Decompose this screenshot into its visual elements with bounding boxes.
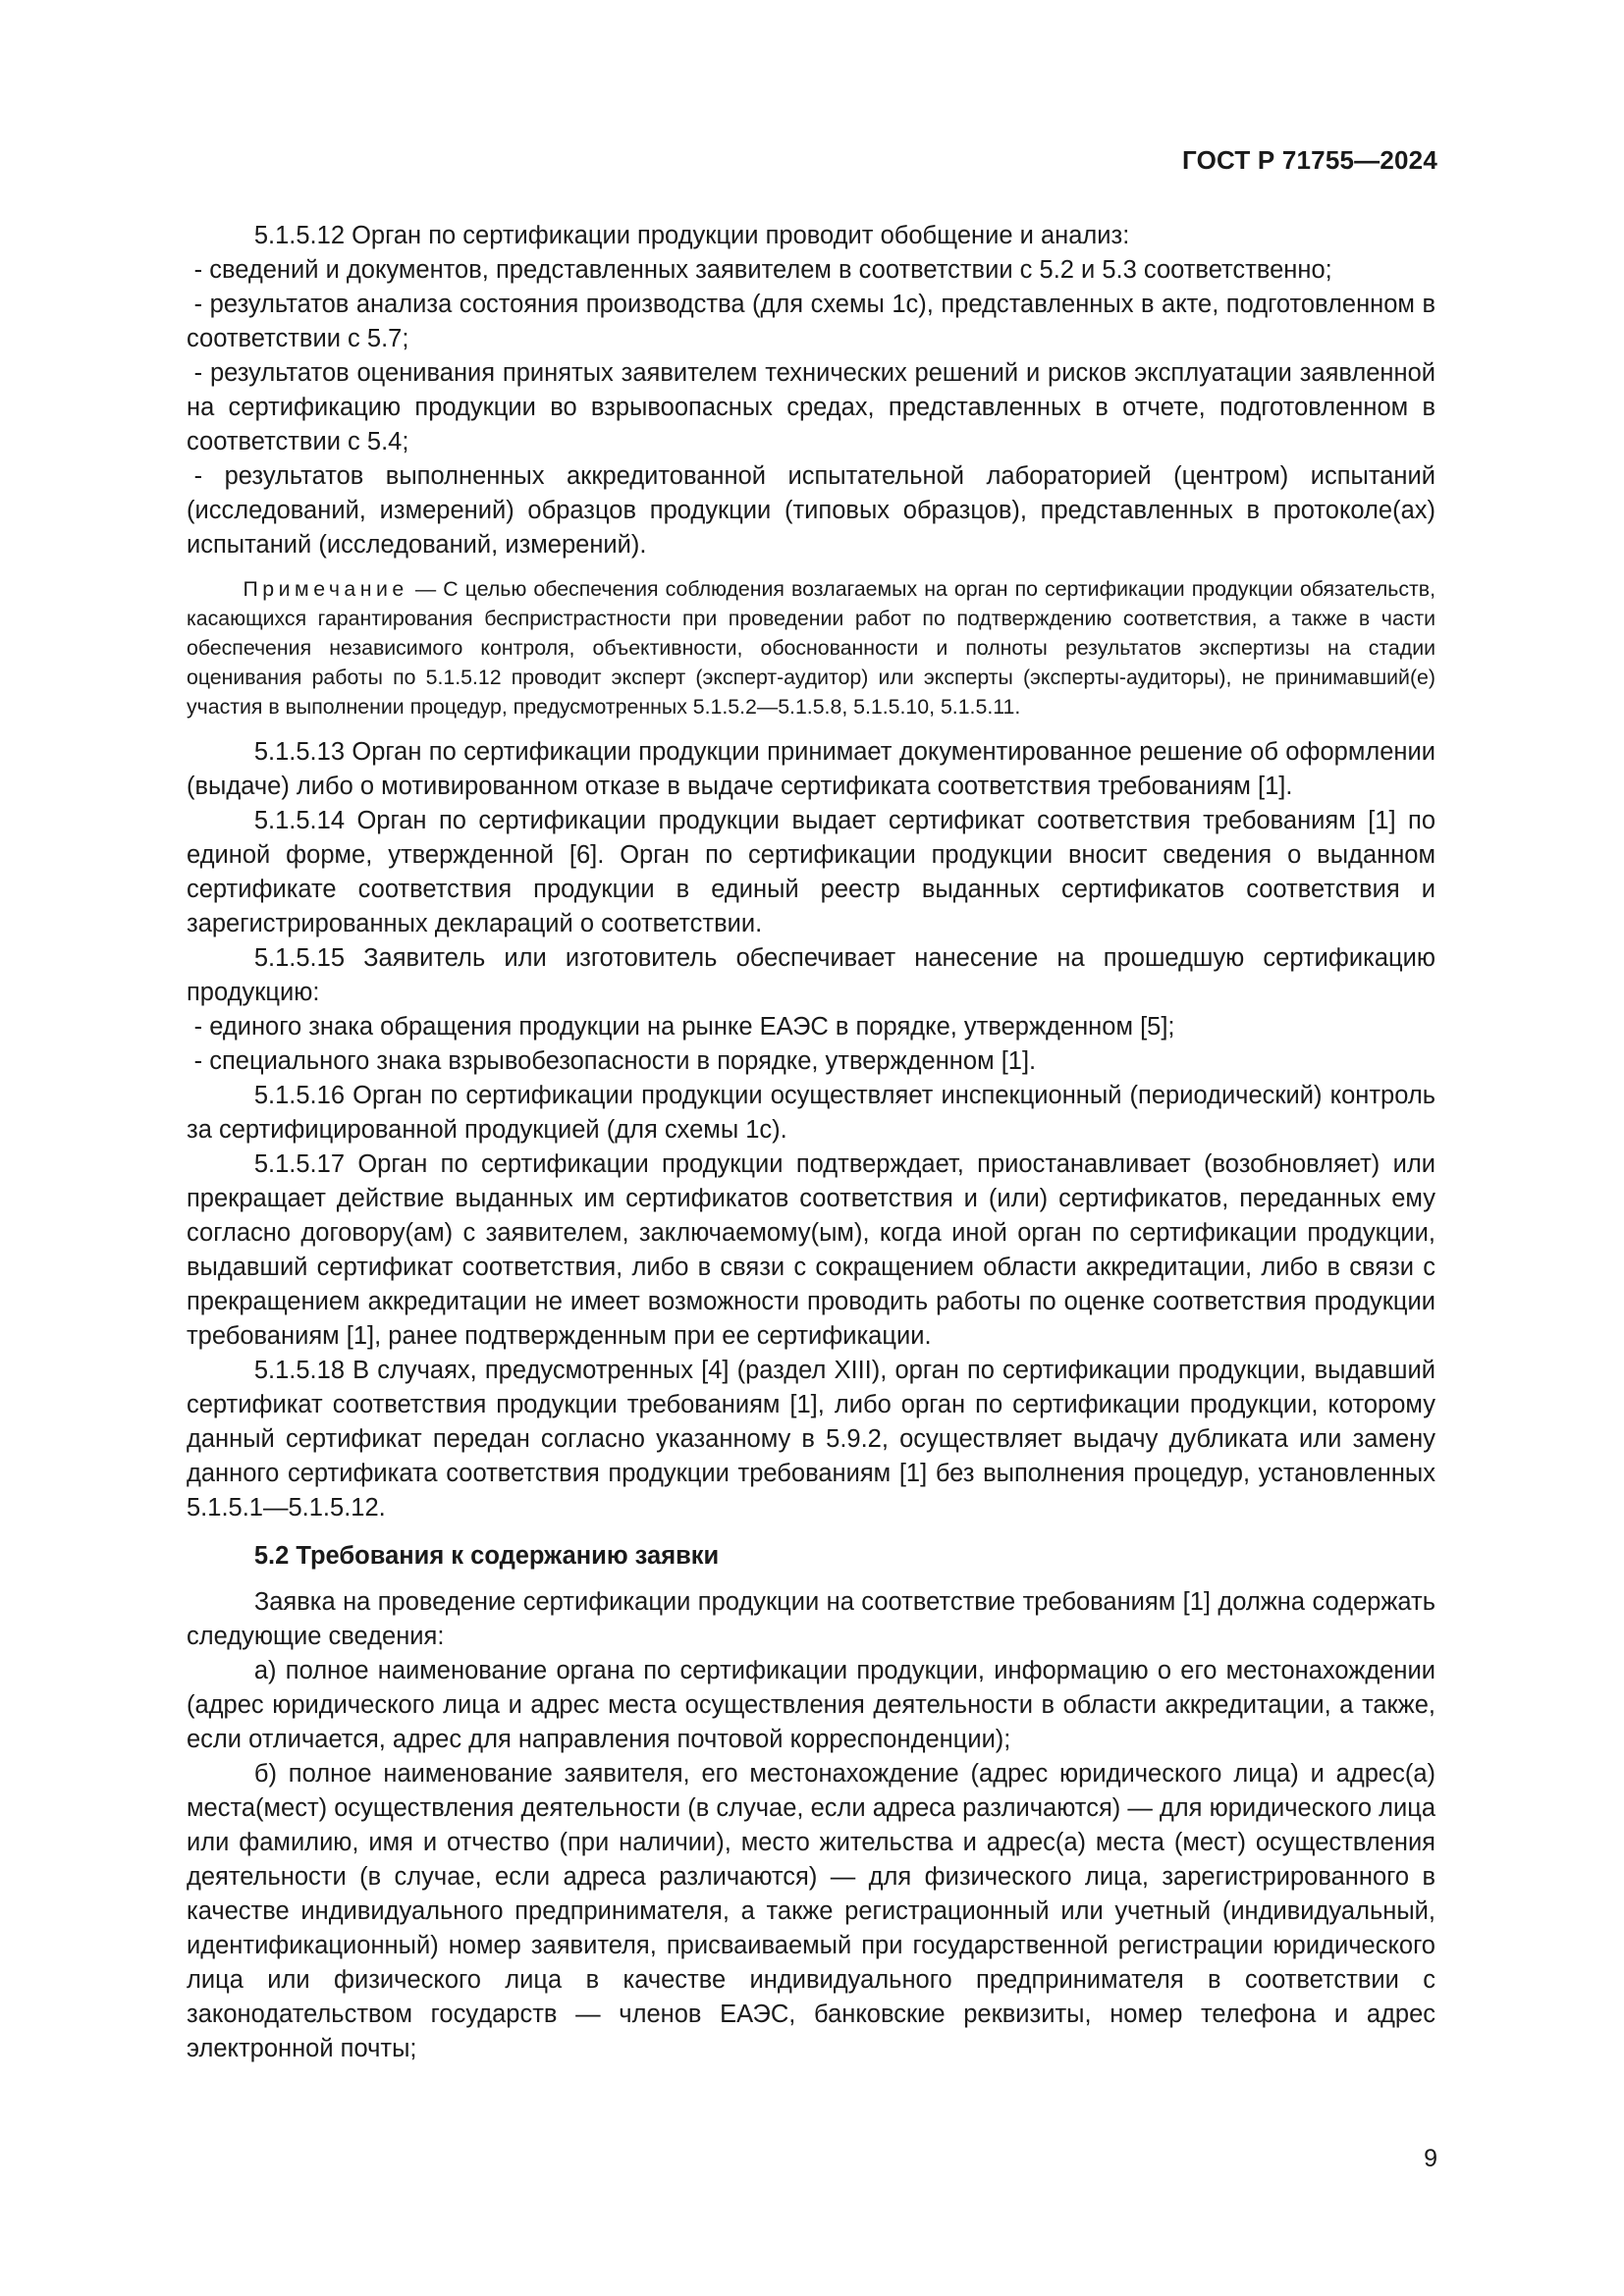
- list-item: - единого знака обращения продукции на рынке ЕАЭС в порядке, утвержденном [5];: [193, 1013, 1175, 1041]
- clause-5-1-5-15: 5.1.5.15 Заявитель или изготовитель обеспечивает нанесение на прошедшую сертификацию продукцию:: [187, 944, 1435, 1006]
- section-title: 5.2 Требования к содержанию заявки: [253, 1542, 720, 1570]
- clause-5-1-5-12: 5.1.5.12 Орган по сертификации продукции проводит обобщение и анализ:: [253, 222, 1130, 249]
- list-item-b: б) полное наименование заявителя, его местонахождение (адрес юридического лица) и адрес(а) места(мест) осуществления деятельности (в случае, если адреса различаются) — для юридического лица или фамилию, имя и отчество (при наличии), место жительства и адрес(а) места (мест) осуществления деятельности (в случае, если адреса различаются) — для физического лица, зарегистрированного в качестве индивидуального предпринимателя, а также регистрационный или учетный (индивидуальный, идентификационный) номер заявителя, присваиваемый при государственной регистрации юридического лица или физического лица в качестве индивидуального предпринимателя в соответствии с законодательством государств — членов ЕАЭС, банковские реквизиты, номер телефона и адрес электронной почты;: [187, 1760, 1435, 2062]
- clause-5-1-5-14: 5.1.5.14 Орган по сертификации продукции выдает сертификат соответствия требованиям [1] по единой форме, утвержденной [6]. Орган по сертификации продукции вносит сведения о выданном сертификате соответствия продукции в единый реестр выданных сертификатов соответствия и зарегистрированных деклараций о соответствии.: [187, 807, 1435, 937]
- document-body: [187, 219, 1435, 2066]
- page-number: 9: [1424, 2145, 1437, 2172]
- document-standard-id: ГОСТ Р 71755—2024: [1182, 145, 1437, 175]
- clause-5-1-5-13: 5.1.5.13 Орган по сертификации продукции принимает документированное решение об оформлении (выдаче) либо о мотивированном отказе в выдаче сертификата соответствия требованиям [1].: [187, 738, 1435, 800]
- note-text: — С целью обеспечения соблюдения возлагаемых на орган по сертификации продукции обязательств, касающихся гарантирования беспристрастности при проведении работ по подтверждению соответствия, а также в части обеспечения независимого контроля, объективности, обоснованности и полноты результатов экспертизы на стадии оценивания работы по 5.1.5.12 проводит эксперт (эксперт-аудитор) или эксперты (эксперты-аудиторы), не принимавший(е) участия в выполнении процедур, предусмотренных 5.1.5.2—5.1.5.8, 5.1.5.10, 5.1.5.11.: [187, 577, 1435, 719]
- list-item: - результатов оценивания принятых заявителем технических решений и рисков эксплуатации заявленной на сертификацию продукции во взрывоопасных средах, представленных в отчете, подготовленном в соответствии с 5.4;: [187, 359, 1435, 455]
- clause-5-1-5-16: 5.1.5.16 Орган по сертификации продукции осуществляет инспекционный (периодический) контроль за сертифицированной продукцией (для схемы 1с).: [187, 1082, 1435, 1144]
- note-block: [187, 574, 1435, 721]
- list-item: - специального знака взрывобезопасности в порядке, утвержденном [1].: [193, 1047, 1037, 1075]
- list-item: - результатов выполненных аккредитованной испытательной лабораторией (центром) испытаний (исследований, измерений) образцов продукции (типовых образцов), представленных в протоколе(ах) испытаний (исследований, измерений).: [187, 462, 1435, 559]
- clause-5-1-5-17: 5.1.5.17 Орган по сертификации продукции подтверждает, приостанавливает (возобновляет) или прекращает действие выданных им сертификатов соответствия и (или) сертификатов, переданных ему согласно договору(ам) с заявителем, заключаемому(ым), когда иной орган по сертификации продукции, выдавший сертификат соответствия, либо в связи с сокращением области аккредитации, либо в связи с прекращением аккредитации не имеет возможности проводить работы по оценке соответствия продукции требованиям [1], ранее подтвержденным при ее сертификации.: [187, 1150, 1435, 1350]
- list-item: - результатов анализа состояния производства (для схемы 1с), представленных в акте, подготовленном в соответствии с 5.7;: [187, 291, 1435, 352]
- section-intro: Заявка на проведение сертификации продукции на соответствие требованиям [1] должна содержать следующие сведения:: [187, 1588, 1435, 1650]
- clause-5-1-5-18: 5.1.5.18 В случаях, предусмотренных [4] (раздел XIII), орган по сертификации продукции, выдавший сертификат соответствия продукции требованиям [1], либо орган по сертификации продукции, которому данный сертификат передан согласно указанному в 5.9.2, осуществляет выдачу дубликата или замену данного сертификата соответствия продукции требованиям [1] без выполнения процедур, установленных 5.1.5.1—5.1.5.12.: [187, 1357, 1435, 1522]
- list-item-a: а) полное наименование органа по сертификации продукции, информацию о его местонахождении (адрес юридического лица и адрес места осуществления деятельности в области аккредитации, а также, если отличается, адрес для направления почтовой корреспонденции);: [187, 1657, 1435, 1753]
- note-label: Примечание: [243, 577, 408, 601]
- list-item: - сведений и документов, представленных заявителем в соответствии с 5.2 и 5.3 соответственно;: [193, 256, 1332, 284]
